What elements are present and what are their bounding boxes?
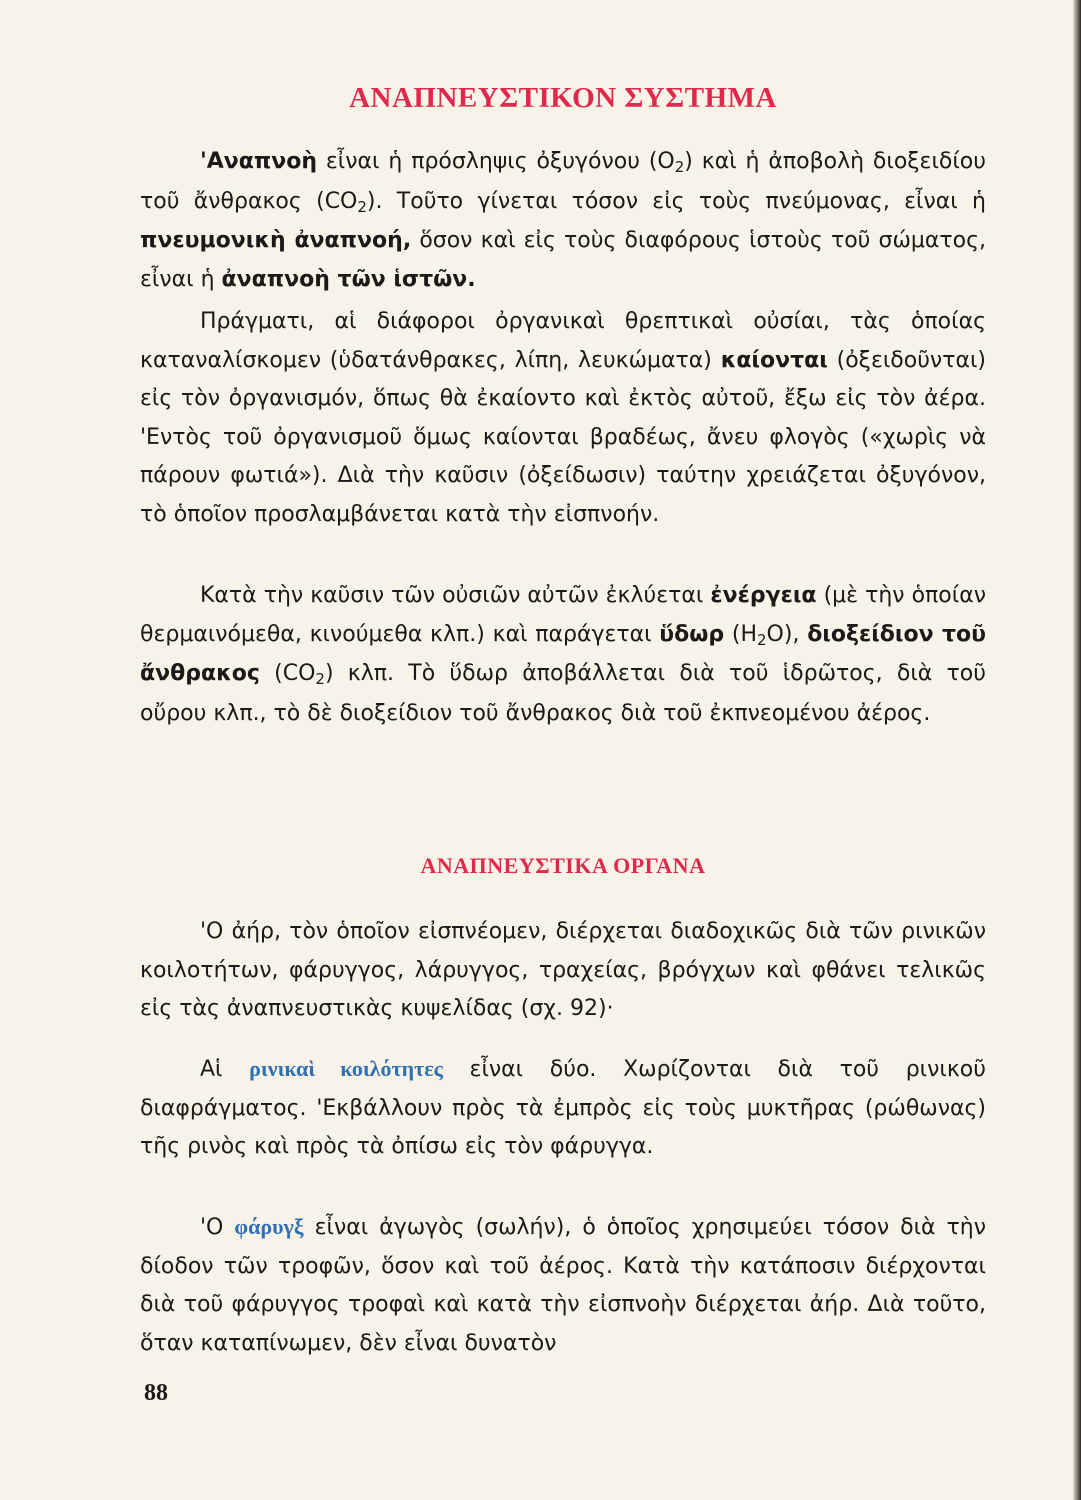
term-carbon-dioxide: διοξείδιον τοῦ ἄνθρακος [140, 621, 987, 686]
term-nasal-cavities: ρινικαὶ κοιλότητες [249, 1056, 443, 1081]
text: ) καὶ ἡ ἀποβολὴ διοξειδίου τοῦ ἄνθρακος (CO [140, 149, 986, 214]
section-title-respiratory-organs: ΑΝΑΠΝΕΥΣΤΙΚΑ ΟΡΓΑΝΑ [420, 853, 706, 878]
text: ) κλπ. Τὸ ὕδωρ ἀποβάλλεται διὰ τοῦ ἱδρῶτος, διὰ τοῦ οὔρου κλπ., τὸ δὲ διοξείδιον τοῦ ἄνθρακος διὰ τοῦ ἐκπνεομένου ἀέρος. [140, 661, 986, 726]
paragraph-combustion [140, 303, 986, 534]
text: (ὀξειδοῦνται) εἰς τὸν ὀργανισμόν, ὅπως θὰ ἐκαίοντο καὶ ἐκτὸς αὐτοῦ, ἔξω εἰς τὸν ἀέρα. 'Εντὸς τοῦ ὀργανισμοῦ ὅμως καίονται βραδέως, ἄνευ φλογὸς («χωρὶς νὰ πάρουν φωτιά»). Διὰ τὴν καῦσιν (ὀξείδωσιν) ταύτην χρειάζεται ὀξυγόνον, τὸ ὁποῖον προσλαμβάνεται κατὰ τὴν εἰσπνοήν. [140, 347, 986, 527]
text: 'Ο ἀήρ, τὸν ὁποῖον εἰσπνέομεν, διέρχεται διαδοχικῶς διὰ τῶν ρινικῶν κοιλοτήτων, φάρυγγος, λάρυγγος, τραχείας, βρόγχων καὶ φθάνει τελικῶς εἰς τὰς ἀναπνευστικὰς κυψελίδας (σχ. 92)· [140, 919, 986, 1021]
text: (H [724, 621, 757, 647]
text: Πράγματι, αἱ διάφοροι ὀργανικαὶ θρεπτικαὶ οὐσίαι, τὰς ὁποίας καταναλίσκομεν (ὑδατάνθρακες, λίπη, λευκώματα) [140, 309, 986, 373]
term-water: ὕδωρ [659, 621, 725, 647]
paragraph-respiration-definition [140, 143, 986, 299]
subscript: 2 [357, 197, 367, 216]
term-respiration: 'Αναπνοὴ [200, 149, 318, 174]
subscript: 2 [757, 630, 767, 649]
text: ὅσον καὶ εἰς τοὺς διαφόρους ἱστοὺς τοῦ σώματος, εἶναι ἡ [140, 228, 986, 292]
term-tissue-respiration: ἀναπνοὴ τῶν ἱστῶν. [221, 266, 476, 292]
text: 'Ο [200, 1215, 235, 1240]
text: εἶναι ἀγωγὸς (σωλήν), ὁ ὁποῖος χρησιμεύει τόσον διὰ τὴν δίοδον τῶν τροφῶν, ὅσον καὶ τοῦ ἀέρος. Κατὰ τὴν κατάποσιν διέρχονται διὰ τοῦ φάρυγγος τροφαὶ καὶ κατὰ τὴν εἰσπνοὴν διέρχεται ἀήρ. Διὰ τοῦτο, ὅταν καταπίνωμεν, δὲν εἶναι δυνατὸν [140, 1215, 986, 1356]
text: ). Τοῦτο γίνεται τόσον εἰς τοὺς πνεύμονας, εἶναι ἡ [366, 188, 986, 214]
paragraph-pharynx [140, 1208, 986, 1363]
text: Κατὰ τὴν καῦσιν τῶν οὐσιῶν αὐτῶν ἐκλύεται [200, 583, 711, 608]
section-title-respiratory-system: ΑΝΑΠΝΕΥΣΤΙΚΟΝ ΣΥΣΤΗΜΑ [349, 82, 777, 114]
page-number: 88 [144, 1380, 168, 1406]
term-pulmonary-respiration: πνευμονικὴ ἀναπνοή, [140, 228, 412, 253]
paragraph-energy [140, 577, 986, 733]
term-burn: καίονται [720, 347, 828, 373]
text: εἶναι δύο. Χωρίζονται διὰ τοῦ ρινικοῦ διαφράγματος. 'Εκβάλλουν πρὸς τὰ ἐμπρὸς εἰς τοὺς μυκτῆρας (ρώθωνας) τῆς ρινὸς καὶ πρὸς τὰ ὀπίσω εἰς τὸν φάρυγγα. [140, 1057, 986, 1159]
text: εἶναι ἡ πρόσληψις ὀξυγόνου (O [317, 149, 675, 174]
subscript: 2 [674, 158, 685, 176]
text: Αἱ [200, 1057, 250, 1082]
subscript: 2 [315, 670, 325, 688]
text: O), [766, 621, 808, 647]
text: (CO [259, 661, 316, 686]
paragraph-air-path [140, 913, 986, 1029]
text: (μὲ τὴν ὁποίαν θερμαινόμεθα, κινούμεθα κλπ.) καὶ παράγεται [140, 583, 986, 647]
term-energy: ἐνέργεια [710, 583, 817, 608]
term-pharynx: φάρυγξ [234, 1214, 304, 1239]
paragraph-nasal-cavities [140, 1050, 986, 1167]
book-spine-edge [1073, 0, 1081, 1500]
